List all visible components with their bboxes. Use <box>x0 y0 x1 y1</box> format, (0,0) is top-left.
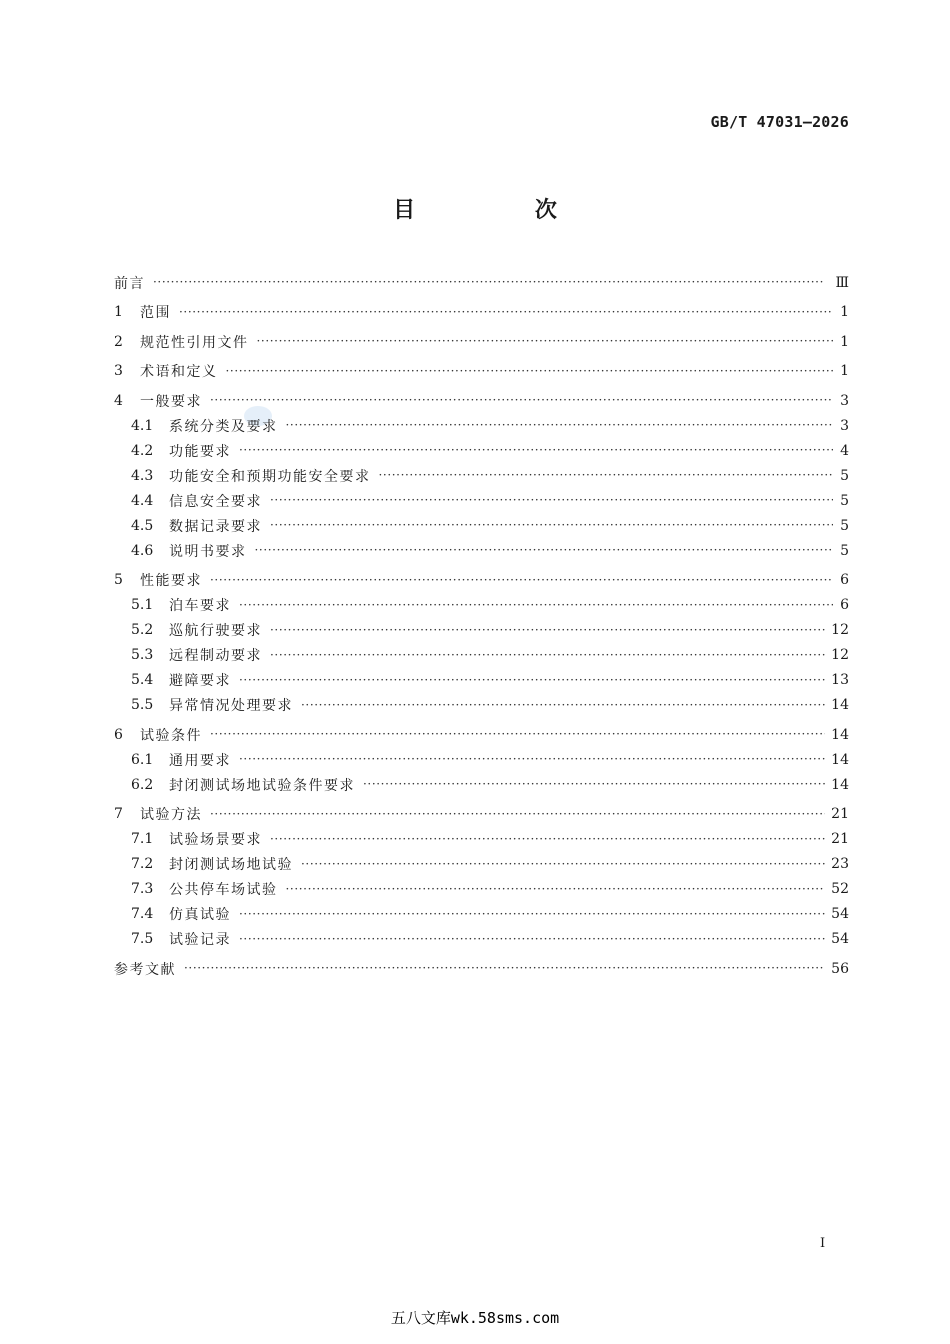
toc-entry[interactable] <box>114 270 849 295</box>
toc-entry[interactable] <box>114 722 849 747</box>
toc-entry-label: 封闭测试场地试验条件要求 <box>169 777 355 794</box>
toc-entry-page: 5 <box>840 467 849 484</box>
dot-leader <box>363 772 825 797</box>
toc-entry-number: 5.2 <box>131 622 154 638</box>
toc-entry[interactable] <box>114 877 849 902</box>
toc-entry-page: 1 <box>840 363 849 379</box>
toc-entry-label: 数据记录要求 <box>169 518 262 535</box>
toc-entry-number: 6.2 <box>131 776 154 793</box>
toc-entry-page: 5 <box>840 542 849 559</box>
toc-entry-label: 异常情况处理要求 <box>169 698 293 714</box>
toc-entry-page: 6 <box>840 572 849 588</box>
toc-entry-number: 4.1 <box>131 417 154 434</box>
toc-entry-number: 7.1 <box>131 831 154 847</box>
toc-entry-label: 封闭测试场地试验 <box>169 857 293 873</box>
toc-entry-page: 1 <box>840 333 849 350</box>
toc-entry-number: 7.3 <box>131 881 154 897</box>
toc-entry-page: 14 <box>831 726 849 743</box>
toc-entry-number: 6.1 <box>131 751 154 768</box>
dot-leader <box>270 488 833 513</box>
toc-entry-page: 12 <box>831 622 849 638</box>
toc-entry[interactable] <box>114 568 849 593</box>
toc-entry-label: 一般要求 <box>140 393 202 410</box>
toc-entry-number: 5 <box>114 572 123 588</box>
toc-entry-number: 5.3 <box>131 647 154 663</box>
toc-entry[interactable] <box>114 802 849 827</box>
toc-entry-page: 12 <box>831 647 849 663</box>
dot-leader <box>257 329 834 354</box>
toc-entry[interactable] <box>114 772 849 797</box>
toc-entry-label: 巡航行驶要求 <box>169 623 262 639</box>
toc-entry-page: 54 <box>831 906 849 922</box>
toc-entry-number: 1 <box>114 304 123 320</box>
dot-leader <box>210 568 833 593</box>
toc-entry-number: 3 <box>114 363 123 379</box>
toc-entry-label: 规范性引用文件 <box>140 334 249 351</box>
toc-entry-number: 4.2 <box>131 442 154 459</box>
toc-entry-label: 仿真试验 <box>169 907 231 923</box>
dot-leader <box>210 722 825 747</box>
toc-entry-page: 21 <box>831 806 849 822</box>
toc-entry-label: 功能要求 <box>169 443 231 460</box>
toc-entry[interactable] <box>114 747 849 772</box>
toc-entry-page: 1 <box>840 304 849 320</box>
dot-leader <box>270 643 825 668</box>
toc-entry[interactable] <box>114 902 849 927</box>
dot-leader <box>210 388 833 413</box>
dot-leader <box>301 852 825 877</box>
toc-entry-label: 试验方法 <box>140 807 202 823</box>
standard-code: GB/T 47031—2026 <box>710 113 849 131</box>
toc-entry-label: 试验条件 <box>140 727 202 744</box>
toc-entry-page: 14 <box>831 776 849 793</box>
toc-entry-label: 试验场景要求 <box>169 832 262 848</box>
toc-entry-number: 7.2 <box>131 856 154 872</box>
dot-leader <box>270 513 833 538</box>
toc-entry[interactable] <box>114 329 849 354</box>
dot-leader <box>239 927 825 952</box>
toc-entry[interactable] <box>114 463 849 488</box>
dot-leader <box>270 827 825 852</box>
toc-entry-number: 4.4 <box>131 492 154 509</box>
toc-entry-page: 5 <box>840 492 849 509</box>
toc-entry-label: 信息安全要求 <box>169 493 262 510</box>
toc-entry-page: 3 <box>840 417 849 434</box>
toc-entry-number: 5.1 <box>131 597 154 613</box>
toc-entry-label: 泊车要求 <box>169 598 231 614</box>
toc-entry-page: 23 <box>831 856 849 872</box>
toc-entry[interactable] <box>114 413 849 438</box>
toc-entry-page: 4 <box>840 442 849 459</box>
toc-entry-page: 6 <box>840 597 849 613</box>
footer-source: 五八文库wk.58sms.com <box>390 1309 560 1327</box>
toc-entry[interactable] <box>114 827 849 852</box>
toc-entry-number: 2 <box>114 333 123 350</box>
toc-entry[interactable] <box>114 668 849 693</box>
toc-entry-label: 术语和定义 <box>140 364 218 380</box>
dot-leader <box>153 270 829 295</box>
toc-entry-page: Ⅲ <box>835 274 849 291</box>
toc-entry[interactable] <box>114 388 849 413</box>
toc-entry[interactable] <box>114 618 849 643</box>
toc-entry-number: 5.5 <box>131 697 154 713</box>
toc-entry-number: 4 <box>114 392 123 409</box>
dot-leader <box>239 668 825 693</box>
toc-entry-label: 前言 <box>114 275 145 292</box>
toc-entry-label: 范围 <box>140 305 171 321</box>
toc-entry[interactable] <box>114 300 849 325</box>
toc-entry[interactable] <box>114 513 849 538</box>
toc-entry-label: 远程制动要求 <box>169 648 262 664</box>
toc-entry[interactable] <box>114 643 849 668</box>
dot-leader <box>239 747 825 772</box>
toc-entry-page: 14 <box>831 697 849 713</box>
dot-leader <box>184 956 825 981</box>
toc-entry-label: 公共停车场试验 <box>169 882 278 898</box>
toc-entry-label: 通用要求 <box>169 752 231 769</box>
toc-entry[interactable] <box>114 956 849 981</box>
toc-entry[interactable] <box>114 438 849 463</box>
toc-entry-page: 5 <box>840 517 849 534</box>
dot-leader <box>179 300 833 325</box>
toc-entry[interactable] <box>114 538 849 563</box>
toc-entry-number: 6 <box>114 726 123 743</box>
toc-entry-page: 3 <box>840 392 849 409</box>
toc-entry-label: 避障要求 <box>169 673 231 689</box>
dot-leader <box>286 877 826 902</box>
toc-entry-page: 13 <box>831 672 849 688</box>
toc-title: 目 次 <box>393 198 613 223</box>
dot-leader <box>239 593 833 618</box>
dot-leader <box>239 902 825 927</box>
dot-leader <box>239 438 833 463</box>
toc-entry-page: 56 <box>831 960 849 977</box>
toc-entry-label: 性能要求 <box>140 573 202 589</box>
toc-entry-number: 7 <box>114 806 123 822</box>
dot-leader <box>301 693 825 718</box>
toc-entry[interactable] <box>114 693 849 718</box>
toc-entry-label: 说明书要求 <box>169 543 247 560</box>
dot-leader <box>226 359 834 384</box>
toc-entry-page: 52 <box>831 881 849 897</box>
toc-entry-number: 7.4 <box>131 906 154 922</box>
dot-leader <box>286 413 834 438</box>
toc-entry[interactable] <box>114 488 849 513</box>
dot-leader <box>270 618 825 643</box>
toc-entry-page: 54 <box>831 931 849 947</box>
toc-entry-label: 参考文献 <box>114 961 176 978</box>
toc-entry-label: 功能安全和预期功能安全要求 <box>169 468 371 485</box>
toc-entry-page: 14 <box>831 751 849 768</box>
toc-entry-number: 4.6 <box>131 542 154 559</box>
toc-entry-number: 4.5 <box>131 517 154 534</box>
toc-entry[interactable] <box>114 927 849 952</box>
dot-leader <box>255 538 834 563</box>
toc-entry-number: 7.5 <box>131 931 154 947</box>
dot-leader <box>210 802 825 827</box>
toc-entry-label: 试验记录 <box>169 932 231 948</box>
page-number: I <box>820 1236 826 1251</box>
toc-entry-number: 5.4 <box>131 672 154 688</box>
table-of-contents <box>114 270 849 981</box>
toc-entry[interactable] <box>114 593 849 618</box>
toc-entry[interactable] <box>114 852 849 877</box>
toc-entry-label: 系统分类及要求 <box>169 418 278 435</box>
toc-entry-number: 4.3 <box>131 467 154 484</box>
dot-leader <box>379 463 834 488</box>
toc-entry[interactable] <box>114 359 849 384</box>
toc-entry-page: 21 <box>831 831 849 847</box>
